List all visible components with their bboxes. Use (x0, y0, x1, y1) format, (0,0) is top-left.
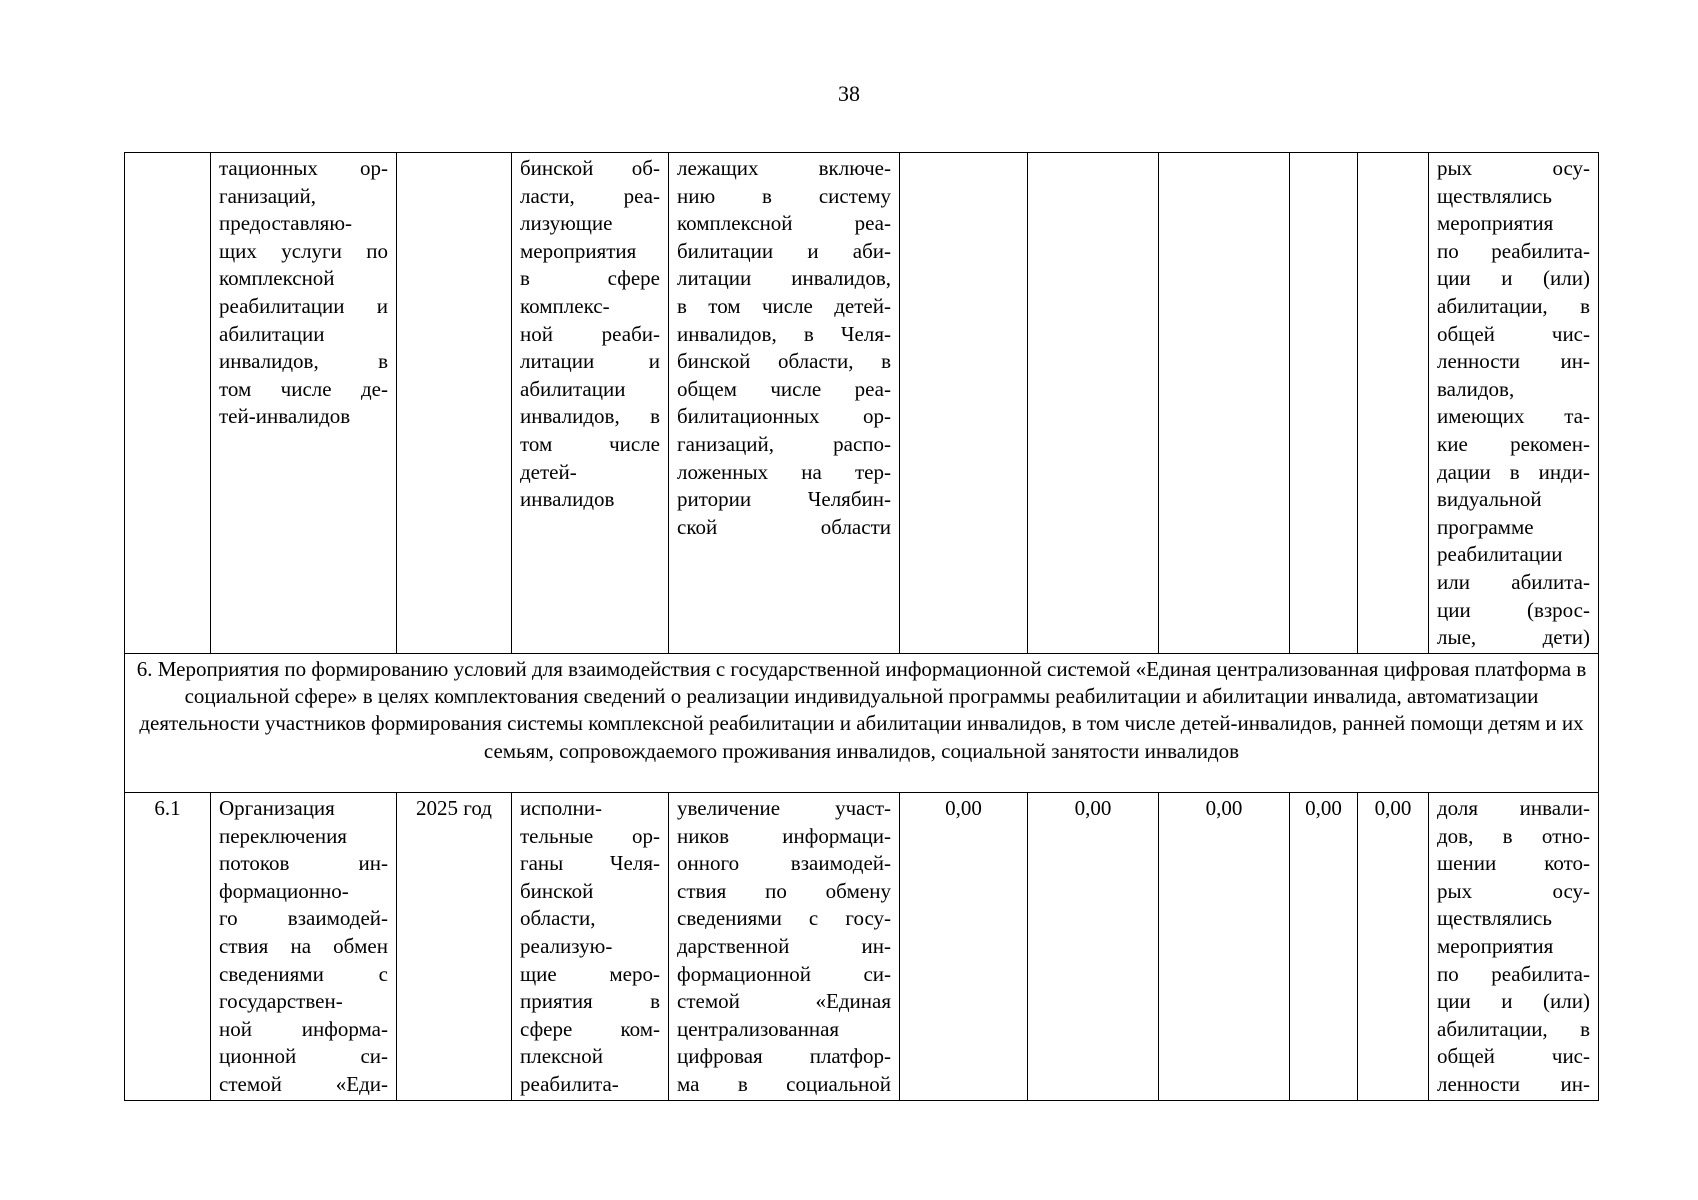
cell-funding-2: 0,00 (1028, 793, 1159, 1101)
cell-funding-4: 0,00 (1290, 793, 1358, 1101)
cell-period: 2025 год (397, 793, 512, 1101)
cell-funding-3: 0,00 (1159, 793, 1290, 1101)
cell-period (397, 153, 512, 654)
cell-indicator: рых осу- ществлялись мероприятия по реабилита- ции и (или) абилитации, в общей чис- ленности ин- валидов, имеющих та- кие рекомен- дации в инди- видуальной программе реабилитации или абилита- ции (взрос- лые, дети) (1429, 153, 1599, 654)
cell-funding-2 (1028, 153, 1159, 654)
cell-activity-name: тационных ор- ганизаций, предоставляю- щих услуги по комплексной реабилитации и абилитации инвалидов, в том числе де- тей-инвалидов (211, 153, 397, 654)
section-header-row (125, 654, 1599, 793)
table-row-6-1 (125, 793, 1599, 1101)
cell-funding-1 (900, 153, 1028, 654)
cell-number (125, 153, 211, 654)
cell-expected-result: лежащих включе- нию в систему комплексной реа- билитации и аби- литации инвалидов, в том числе детей- инвалидов, в Челя- бинской области, в общем числе реа- билитационных ор- ганизаций, распо- ложенных на тер- ритории Челябин- ской области (669, 153, 900, 654)
cell-funding-4 (1290, 153, 1358, 654)
program-activities-table (124, 152, 1599, 1101)
cell-executors: исполни- тельные ор- ганы Челя- бинской области, реализую- щие меро- приятия в сфере ком- плексной реабилита- (512, 793, 669, 1101)
cell-activity-name: Организация переключения потоков ин- формационно- го взаимодей- ствия на обмен сведениями с государствен- ной информа- ционной си- стемой «Еди- (211, 793, 397, 1101)
cell-indicator: доля инвали- дов, в отно- шении кото- рых осу- ществлялись мероприятия по реабилита- ции и (или) абилитации, в общей чис- ленности ин- (1429, 793, 1599, 1101)
section-title: 6. Мероприятия по формированию условий для взаимодействия с государственной информационной системой «Единая централизованная цифровая платформа в социальной сфере» в целях комплектования сведений о реализации индивидуальной программы реабилитации и абилитации инвалида, автоматизации деятельности участников формирования системы комплексной реабилитации и абилитации инвалидов, в том числе детей-инвалидов, ранней помощи детям и их семьям, сопровождаемого проживания инвалидов, социальной занятости инвалидов (125, 654, 1599, 793)
cell-funding-3 (1159, 153, 1290, 654)
cell-executors: бинской об- ласти, реа- лизующие мероприятия в сфере комплекс- ной реаби- литации и абилитации инвалидов, в том числе детей- инвалидов (512, 153, 669, 654)
cell-funding-1: 0,00 (900, 793, 1028, 1101)
cell-expected-result: увеличение участ- ников информаци- онного взаимодей- ствия по обмену сведениями с госу- дарственной ин- формационной си- стемой «Единая централизованная цифровая платфор- ма в социальной (669, 793, 900, 1101)
cell-number: 6.1 (125, 793, 211, 1101)
cell-funding-5: 0,00 (1358, 793, 1429, 1101)
table-row-continued (125, 153, 1599, 654)
page-number: 38 (838, 81, 860, 106)
cell-funding-5 (1358, 153, 1429, 654)
